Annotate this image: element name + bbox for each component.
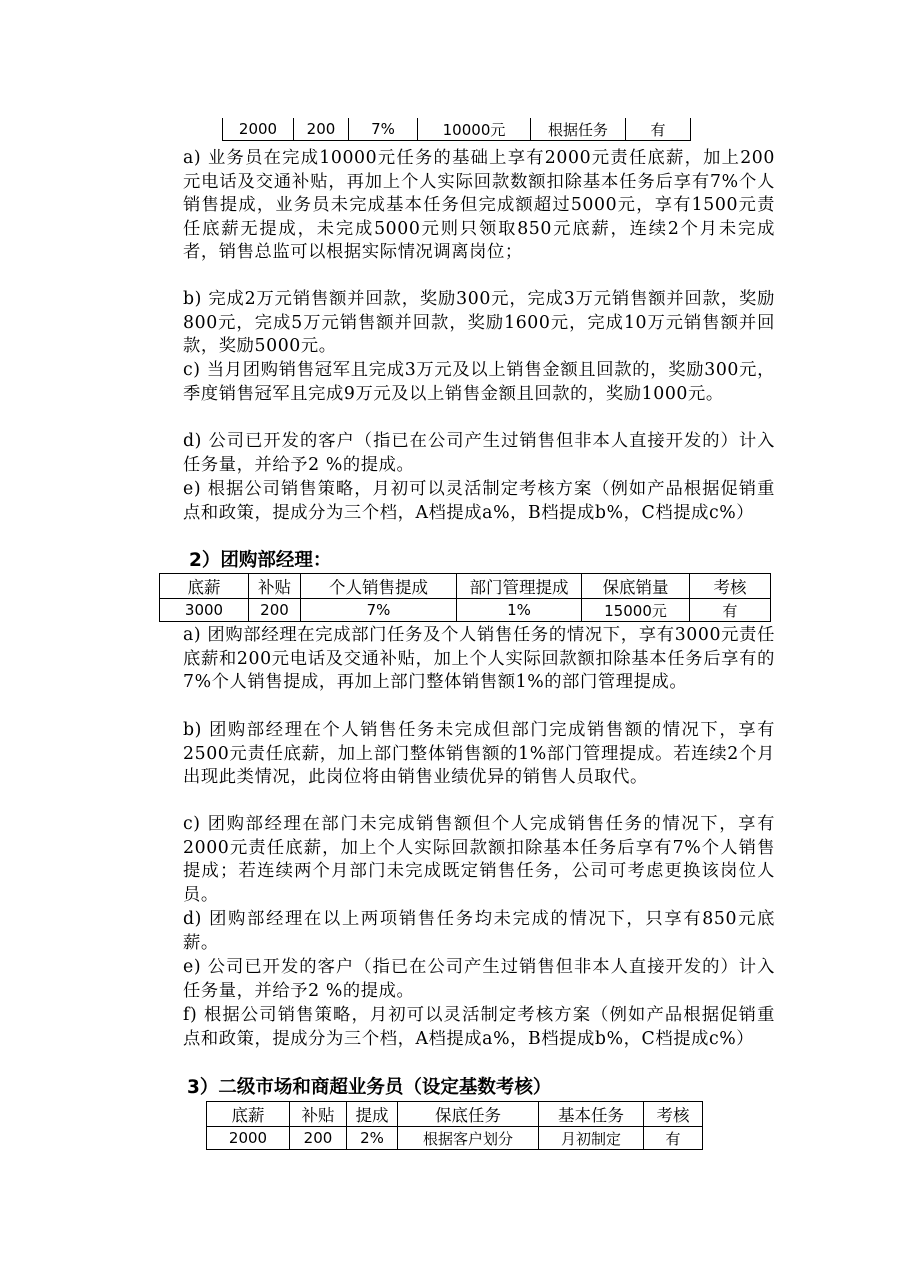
secondary-market-salary-table	[206, 1101, 703, 1150]
table-cell: 根据任务	[531, 118, 626, 141]
manager-salary-table	[159, 573, 771, 622]
paragraph-a: a) 业务员在完成10000元任务的基础上享有2000元责任底薪，加上200元电话及交通补贴，再加上个人实际回款数额扣除基本任务后享有7%个人销售提成，业务员未完成基本任务但完成额超过5000元，享有1500元责任底薪无提成，未完成5000元则只领取850元底薪，连续2个月未完成者，销售总监可以根据实际情况调离岗位；	[183, 148, 775, 262]
table-header-cell: 底薪	[207, 1102, 290, 1127]
table-cell: 月初制定	[539, 1127, 644, 1150]
paragraph-c: c) 当月团购销售冠军且完成3万元及以上销售金额且回款的，奖励300元，季度销售冠军且完成9万元及以上销售金额且回款的，奖励1000元。	[183, 360, 775, 404]
table-cell: 7%	[301, 599, 457, 622]
paragraph-b: b) 完成2万元销售额并回款，奖励300元，完成3万元销售额并回款，奖励800元，完成5万元销售额并回款，奖励1600元，完成10万元销售额并回款，奖励5000元。	[183, 289, 775, 356]
table-cell: 200	[294, 118, 349, 141]
table-cell: 2000	[207, 1127, 290, 1150]
table-row	[223, 118, 691, 141]
table-header-cell: 部门管理提成	[457, 574, 582, 599]
table-header-cell: 底薪	[160, 574, 249, 599]
paragraph-a: a) 团购部经理在完成部门任务及个人销售任务的情况下，享有3000元责任底薪和200元电话及交通补贴，加上个人实际回款额扣除基本任务后享有的7%个人销售提成，再加上部门整体销售额1%的部门管理提成。	[183, 625, 775, 692]
table-header-cell: 提成	[347, 1102, 398, 1127]
table-header-cell: 考核	[644, 1102, 703, 1127]
table-cell: 有	[690, 599, 771, 622]
section-heading-group-purchase-manager: 2）团购部经理：	[189, 550, 332, 571]
paragraph-e: e) 公司已开发的客户（指已在公司产生过销售但非本人直接开发的）计入任务量，并给予2 %的提成。	[183, 957, 775, 1001]
salesman-salary-table	[222, 118, 691, 141]
paragraph-f: f) 根据公司销售策略，月初可以灵活制定考核方案（例如产品根据促销重点和政策，提成分为三个档，A档提成a%，B档提成b%，C档提成c%）	[183, 1005, 775, 1049]
table-header-cell: 考核	[690, 574, 771, 599]
table-cell: 1%	[457, 599, 582, 622]
table-header-row	[160, 574, 771, 599]
table-cell: 3000	[160, 599, 249, 622]
paragraph-e: e) 根据公司销售策略，月初可以灵活制定考核方案（例如产品根据促销重点和政策，提成分为三个档，A档提成a%，B档提成b%，C档提成c%）	[183, 479, 775, 523]
table-cell: 15000元	[582, 599, 690, 622]
table-cell: 有	[644, 1127, 703, 1150]
table-row	[207, 1127, 703, 1150]
table-row	[160, 599, 771, 622]
table-header-cell: 补贴	[290, 1102, 347, 1127]
paragraph-d: d) 公司已开发的客户（指已在公司产生过销售但非本人直接开发的）计入任务量，并给予2 %的提成。	[183, 431, 775, 475]
paragraph-c: c) 团购部经理在部门未完成销售额但个人完成销售任务的情况下，享有2000元责任底薪，加上个人实际回款额扣除基本任务后享有7%个人销售提成；若连续两个月部门未完成既定销售任务，公司可考虑更换该岗位人员。	[183, 814, 775, 905]
table-cell: 200	[249, 599, 301, 622]
table-cell: 根据客户划分	[398, 1127, 539, 1150]
table-cell: 200	[290, 1127, 347, 1150]
paragraph-d: d) 团购部经理在以上两项销售任务均未完成的情况下，只享有850元底薪。	[183, 909, 775, 953]
table-header-cell: 保底销量	[582, 574, 690, 599]
section-heading-secondary-market: 3）二级市场和商超业务员（设定基数考核）	[187, 1077, 552, 1098]
table-header-cell: 补贴	[249, 574, 301, 599]
table-header-cell: 保底任务	[398, 1102, 539, 1127]
table-cell: 2%	[347, 1127, 398, 1150]
paragraph-b: b) 团购部经理在个人销售任务未完成但部门完成销售额的情况下，享有2500元责任底薪，加上部门整体销售额的1%部门管理提成。若连续2个月出现此类情况，此岗位将由销售业绩优异的销售人员取代。	[183, 720, 775, 787]
table-cell: 7%	[349, 118, 418, 141]
table-cell: 2000	[223, 118, 294, 141]
table-header-row	[207, 1102, 703, 1127]
table-header-cell: 基本任务	[539, 1102, 644, 1127]
table-header-cell: 个人销售提成	[301, 574, 457, 599]
table-cell: 10000元	[418, 118, 531, 141]
table-cell: 有	[626, 118, 691, 141]
